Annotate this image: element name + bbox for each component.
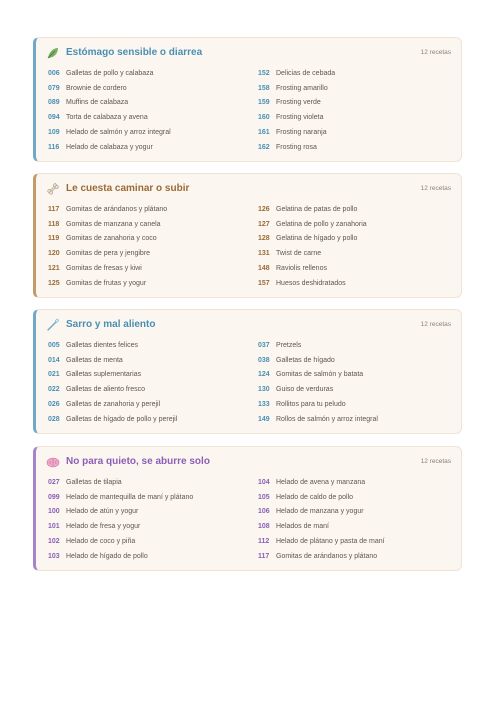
recipe-item[interactable]: [258, 397, 458, 412]
recipe-item[interactable]: [258, 534, 458, 549]
recipe-number: 101: [48, 523, 60, 531]
section-title: Le cuesta caminar o subir: [66, 183, 190, 194]
recipe-count: 12 recetas: [420, 458, 451, 465]
recipe-name: Gomitas de salmón y batata: [276, 371, 364, 379]
recipe-name: Gomitas de zanahoria y coco: [66, 235, 157, 243]
recipe-item[interactable]: [48, 125, 248, 140]
recipe-number: 100: [48, 508, 60, 516]
recipe-number: 079: [48, 84, 60, 92]
recipe-name: Helados de maní: [276, 523, 329, 531]
recipe-number: 117: [258, 552, 270, 560]
recipe-number: 127: [258, 220, 270, 228]
recipe-item[interactable]: [258, 412, 458, 427]
section-header: [46, 46, 451, 62]
recipe-item[interactable]: [48, 549, 248, 564]
recipe-name: Huesos deshidratados: [276, 279, 346, 287]
recipe-number: 116: [48, 143, 60, 151]
recipe-item[interactable]: [258, 125, 458, 140]
recipe-number: 124: [258, 371, 270, 379]
recipe-item[interactable]: [258, 475, 458, 490]
recipe-number: 160: [258, 114, 270, 122]
section-title: No para quieto, se aburre solo: [66, 456, 210, 467]
recipe-number: 038: [258, 356, 270, 364]
recipe-number: 148: [258, 265, 270, 273]
recipe-name: Galletas de tilapia: [66, 478, 122, 486]
recipe-name: Helado de atún y yogur: [66, 508, 139, 516]
recipe-number: 104: [258, 478, 270, 486]
recipe-number: 126: [258, 205, 270, 213]
recipe-name: Gomitas de manzana y canela: [66, 220, 161, 228]
recipe-number: 133: [258, 401, 270, 409]
recipe-name: Gomitas de pera y jengibre: [66, 250, 151, 258]
recipe-name: Frosting violeta: [276, 114, 324, 122]
recipe-name: Helado de salmón y arroz integral: [66, 129, 171, 137]
recipe-name: Helado de avena y manzana: [276, 478, 366, 486]
recipe-item[interactable]: [258, 549, 458, 564]
recipe-number: 014: [48, 356, 60, 364]
recipe-item[interactable]: [48, 353, 248, 368]
section-title: Estómago sensible o diarrea: [66, 47, 203, 58]
recipe-item[interactable]: [258, 232, 458, 247]
recipe-name: Muffins de calabaza: [66, 99, 129, 107]
recipe-count: 12 recetas: [420, 49, 451, 56]
section-card-caminar: [33, 173, 462, 298]
recipe-item[interactable]: [48, 140, 248, 155]
recipe-number: 131: [258, 250, 270, 258]
recipe-name: Twist de carne: [276, 250, 322, 258]
recipe-number: 120: [48, 250, 60, 258]
toothbrush-icon: [46, 318, 60, 332]
recipe-list-left: [48, 338, 248, 427]
recipe-number: 102: [48, 538, 60, 546]
recipe-name: Galletas de aliento fresco: [66, 386, 145, 394]
leaf-icon: [46, 46, 60, 60]
recipe-name: Gomitas de arándanos y plátano: [66, 205, 168, 213]
recipe-name: Rollos de salmón y arroz integral: [276, 415, 378, 423]
recipe-list-right: [258, 66, 458, 155]
recipe-name: Helado de fresa y yogur: [66, 523, 141, 531]
recipe-number: 125: [48, 279, 60, 287]
recipe-name: Frosting rosa: [276, 143, 317, 151]
recipe-number: 130: [258, 386, 270, 394]
recipe-item[interactable]: [48, 338, 248, 353]
recipe-number: 119: [48, 235, 60, 243]
recipe-number: 106: [258, 508, 270, 516]
recipe-list-right: [258, 338, 458, 427]
recipe-item[interactable]: [48, 412, 248, 427]
recipe-name: Galletas de menta: [66, 356, 123, 364]
recipe-number: 109: [48, 129, 60, 137]
recipe-item[interactable]: [258, 519, 458, 534]
recipe-item[interactable]: [258, 246, 458, 261]
recipe-name: Helado de coco y piña: [66, 538, 136, 546]
recipe-number: 112: [258, 538, 270, 546]
recipe-number: 157: [258, 279, 270, 287]
recipe-number: 027: [48, 478, 60, 486]
recipe-name: Helado de plátano y pasta de maní: [276, 538, 385, 546]
recipe-number: 121: [48, 265, 60, 273]
recipe-name: Pretzels: [276, 341, 302, 349]
recipe-item[interactable]: [258, 353, 458, 368]
recipe-number: 103: [48, 552, 60, 560]
recipe-item[interactable]: [48, 66, 248, 81]
recipe-item[interactable]: [258, 276, 458, 291]
recipe-name: Gelatina de patas de pollo: [276, 205, 358, 213]
recipe-item[interactable]: [48, 519, 248, 534]
recipe-list-left: [48, 66, 248, 155]
recipe-number: 161: [258, 129, 270, 137]
recipe-name: Galletas suplementarias: [66, 371, 142, 379]
recipe-item[interactable]: [48, 81, 248, 96]
recipe-list-right: [258, 202, 458, 291]
section-card-estomago: [33, 37, 462, 162]
recipe-name: Gomitas de arándanos y plátano: [276, 552, 378, 560]
recipe-name: Galletas de pollo y calabaza: [66, 69, 154, 77]
section-header: [46, 455, 451, 471]
recipe-item[interactable]: [48, 490, 248, 505]
recipe-number: 028: [48, 415, 60, 423]
recipe-item[interactable]: [48, 202, 248, 217]
recipe-item[interactable]: [48, 232, 248, 247]
recipe-name: Gomitas de fresas y kiwi: [66, 265, 142, 273]
recipe-item[interactable]: [48, 382, 248, 397]
recipe-item[interactable]: [258, 66, 458, 81]
recipe-item[interactable]: [48, 217, 248, 232]
recipe-number: 089: [48, 99, 60, 107]
recipe-number: 099: [48, 493, 60, 501]
recipe-name: Helado de mantequilla de maní y plátano: [66, 493, 194, 501]
recipe-name: Helado de caldo de pollo: [276, 493, 354, 501]
section-card-sarro: [33, 309, 462, 434]
recipe-list-left: [48, 202, 248, 291]
recipe-number: 118: [48, 220, 60, 228]
recipe-number: 108: [258, 523, 270, 531]
recipe-name: Guiso de verduras: [276, 386, 334, 394]
recipe-number: 037: [258, 341, 270, 349]
recipe-item[interactable]: [258, 382, 458, 397]
recipe-item[interactable]: [258, 261, 458, 276]
recipe-name: Helado de hígado de pollo: [66, 552, 148, 560]
recipe-number: 152: [258, 69, 270, 77]
recipe-name: Helado de calabaza y yogur: [66, 143, 153, 151]
recipe-name: Helado de manzana y yogur: [276, 508, 364, 516]
recipe-number: 094: [48, 114, 60, 122]
recipe-name: Frosting verde: [276, 99, 321, 107]
recipe-name: Raviolis rellenos: [276, 265, 327, 273]
recipe-number: 159: [258, 99, 270, 107]
recipe-name: Gelatina de pollo y zanahoria: [276, 220, 367, 228]
recipe-number: 005: [48, 341, 60, 349]
recipe-item[interactable]: [48, 368, 248, 383]
recipe-number: 026: [48, 401, 60, 409]
recipe-name: Frosting naranja: [276, 129, 327, 137]
recipe-item[interactable]: [48, 261, 248, 276]
recipe-name: Delicias de cebada: [276, 69, 336, 77]
recipe-number: 162: [258, 143, 270, 151]
recipe-list-right: [258, 475, 458, 564]
recipe-number: 158: [258, 84, 270, 92]
section-header: [46, 182, 451, 198]
recipe-item[interactable]: [258, 96, 458, 111]
recipe-name: Gomitas de frutas y yogur: [66, 279, 147, 287]
recipe-count: 12 recetas: [420, 321, 451, 328]
recipe-item[interactable]: [258, 338, 458, 353]
recipe-number: 105: [258, 493, 270, 501]
recipe-item[interactable]: [258, 368, 458, 383]
recipe-item[interactable]: [258, 81, 458, 96]
recipe-number: 117: [48, 205, 60, 213]
recipe-item[interactable]: [258, 202, 458, 217]
recipe-number: 149: [258, 415, 270, 423]
recipe-name: Galletas dientes felices: [66, 341, 138, 349]
recipe-number: 022: [48, 386, 60, 394]
recipe-list-left: [48, 475, 248, 564]
recipe-item[interactable]: [258, 217, 458, 232]
recipe-item[interactable]: [48, 276, 248, 291]
recipe-name: Galletas de hígado de pollo y perejil: [66, 415, 178, 423]
recipe-name: Galletas de zanahoria y perejil: [66, 401, 161, 409]
section-card-no-para-quieto: [33, 446, 462, 571]
recipe-name: Brownie de cordero: [66, 84, 127, 92]
recipe-count: 12 recetas: [420, 185, 451, 192]
recipe-item[interactable]: [48, 475, 248, 490]
recipe-item[interactable]: [48, 397, 248, 412]
bone-icon: [46, 182, 60, 196]
brain-icon: [46, 455, 60, 469]
recipe-item[interactable]: [48, 96, 248, 111]
recipe-item[interactable]: [258, 110, 458, 125]
recipe-item[interactable]: [258, 505, 458, 520]
section-header: [46, 318, 451, 334]
recipe-number: 021: [48, 371, 60, 379]
recipe-name: Rollitos para tu peludo: [276, 401, 346, 409]
recipe-name: Gelatina de hígado y pollo: [276, 235, 358, 243]
recipe-item[interactable]: [258, 140, 458, 155]
recipe-number: 128: [258, 235, 270, 243]
recipe-item[interactable]: [258, 490, 458, 505]
recipe-item[interactable]: [48, 246, 248, 261]
recipe-number: 006: [48, 69, 60, 77]
recipe-name: Frosting amarillo: [276, 84, 328, 92]
section-title: Sarro y mal aliento: [66, 319, 156, 330]
recipe-item[interactable]: [48, 110, 248, 125]
recipe-item[interactable]: [48, 534, 248, 549]
recipe-name: Galletas de hígado: [276, 356, 335, 364]
recipe-name: Torta de calabaza y avena: [66, 114, 148, 122]
recipe-item[interactable]: [48, 505, 248, 520]
